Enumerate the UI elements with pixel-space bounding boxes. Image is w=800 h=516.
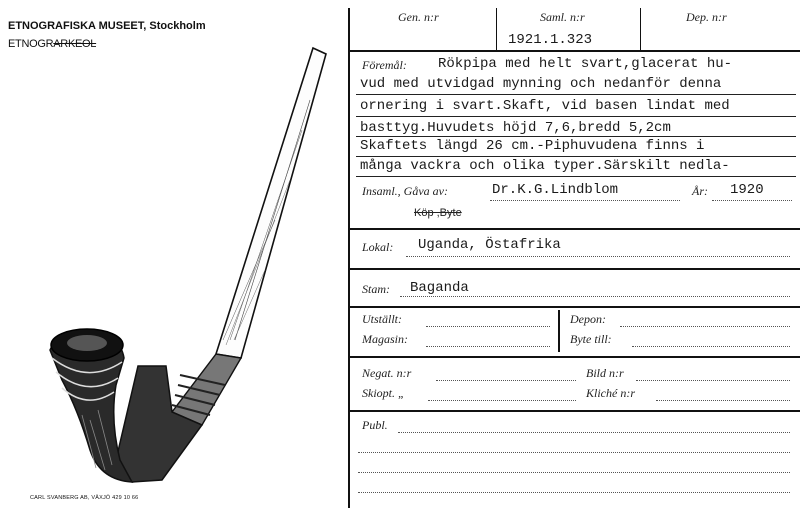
year-label: År: bbox=[692, 184, 708, 198]
foremal-label: Föremål: bbox=[362, 58, 407, 72]
publ-dots-2 bbox=[358, 452, 790, 453]
museum-subtitle: ETNOGRARKEOL bbox=[8, 38, 97, 50]
struck-subtitle: ARKEOL bbox=[53, 38, 97, 50]
cliche-label: Kliché n:r bbox=[586, 386, 635, 400]
desc-rule-3 bbox=[356, 136, 796, 137]
negat-label: Negat. n:r bbox=[362, 366, 412, 380]
gen-label: Gen. n:r bbox=[398, 10, 439, 24]
header-rule bbox=[350, 50, 800, 52]
publ-label: Publ. bbox=[362, 418, 388, 432]
byte-dots bbox=[632, 346, 790, 347]
stam-rule bbox=[350, 306, 800, 308]
photo-rule bbox=[350, 410, 800, 412]
desc-rule-5 bbox=[356, 176, 796, 177]
description-line-5: Skaftets längd 26 cm.-Piphuvudena finns i bbox=[360, 138, 705, 154]
year-dots bbox=[712, 200, 792, 201]
saml-label: Saml. n:r bbox=[540, 10, 585, 24]
skiopt-label: Skiopt. „ bbox=[362, 386, 405, 400]
utstallt-label: Utställt: bbox=[362, 312, 403, 326]
description-line-6: många vackra och olika typer.Särskilt nedla- bbox=[360, 158, 730, 174]
bild-label: Bild n:r bbox=[586, 366, 624, 380]
stam-value: Baganda bbox=[410, 280, 469, 296]
saml-value: 1921.1.323 bbox=[508, 32, 593, 48]
lokal-value: Uganda, Östafrika bbox=[418, 237, 561, 253]
publ-dots-3 bbox=[358, 472, 790, 473]
stam-dots bbox=[400, 296, 790, 297]
stam-label: Stam: bbox=[362, 282, 390, 296]
depon-label: Depon: bbox=[570, 312, 606, 326]
acq-rule bbox=[350, 228, 800, 230]
desc-rule-2 bbox=[356, 116, 796, 117]
skiopt-dots bbox=[428, 400, 576, 401]
lokal-dots bbox=[406, 256, 790, 257]
description-line-1: Rökpipa med helt svart,glacerat hu- bbox=[438, 56, 733, 72]
pipe-illustration bbox=[20, 40, 350, 490]
lokal-label: Lokal: bbox=[362, 240, 394, 254]
magasin-label: Magasin: bbox=[362, 332, 408, 346]
cliche-dots bbox=[656, 400, 790, 401]
magasin-dots bbox=[426, 346, 550, 347]
card-left-border bbox=[348, 8, 350, 508]
publ-dots-1 bbox=[398, 432, 790, 433]
depon-dots bbox=[620, 326, 790, 327]
header-divider-1 bbox=[496, 8, 497, 50]
struck-kop-byte: Köp ,Byte bbox=[414, 207, 462, 219]
bild-dots bbox=[636, 380, 790, 381]
pipe-stem bbox=[216, 48, 326, 358]
description-line-3: ornering i svart.Skaft, vid basen lindat med bbox=[360, 98, 730, 114]
insaml-dots bbox=[490, 200, 680, 201]
publ-dots-4 bbox=[358, 492, 790, 493]
desc-rule-1 bbox=[356, 94, 796, 95]
dep-label: Dep. n:r bbox=[686, 10, 727, 24]
description-line-2: vud med utvidgad mynning och nedanför denna bbox=[360, 76, 722, 92]
year-value: 1920 bbox=[730, 182, 764, 198]
insaml-value: Dr.K.G.Lindblom bbox=[492, 182, 619, 198]
byte-label: Byte till: bbox=[570, 332, 612, 346]
printer-imprint: CARL SVANBERG AB, VÄXJÖ 429 10 66 bbox=[30, 495, 139, 501]
storage-rule bbox=[350, 356, 800, 358]
description-line-4: basttyg.Huvudets höjd 7,6,bredd 5,2cm bbox=[360, 120, 671, 136]
museum-title: ETNOGRAFISKA MUSEET, Stockholm bbox=[8, 20, 206, 32]
negat-dots bbox=[436, 380, 576, 381]
header-divider-2 bbox=[640, 8, 641, 50]
insaml-label: Insaml., Gåva av: bbox=[362, 184, 448, 198]
storage-divider bbox=[558, 310, 560, 352]
desc-rule-4 bbox=[356, 156, 796, 157]
lokal-rule bbox=[350, 268, 800, 270]
pipe-shank bbox=[116, 366, 202, 482]
utstallt-dots bbox=[426, 326, 550, 327]
